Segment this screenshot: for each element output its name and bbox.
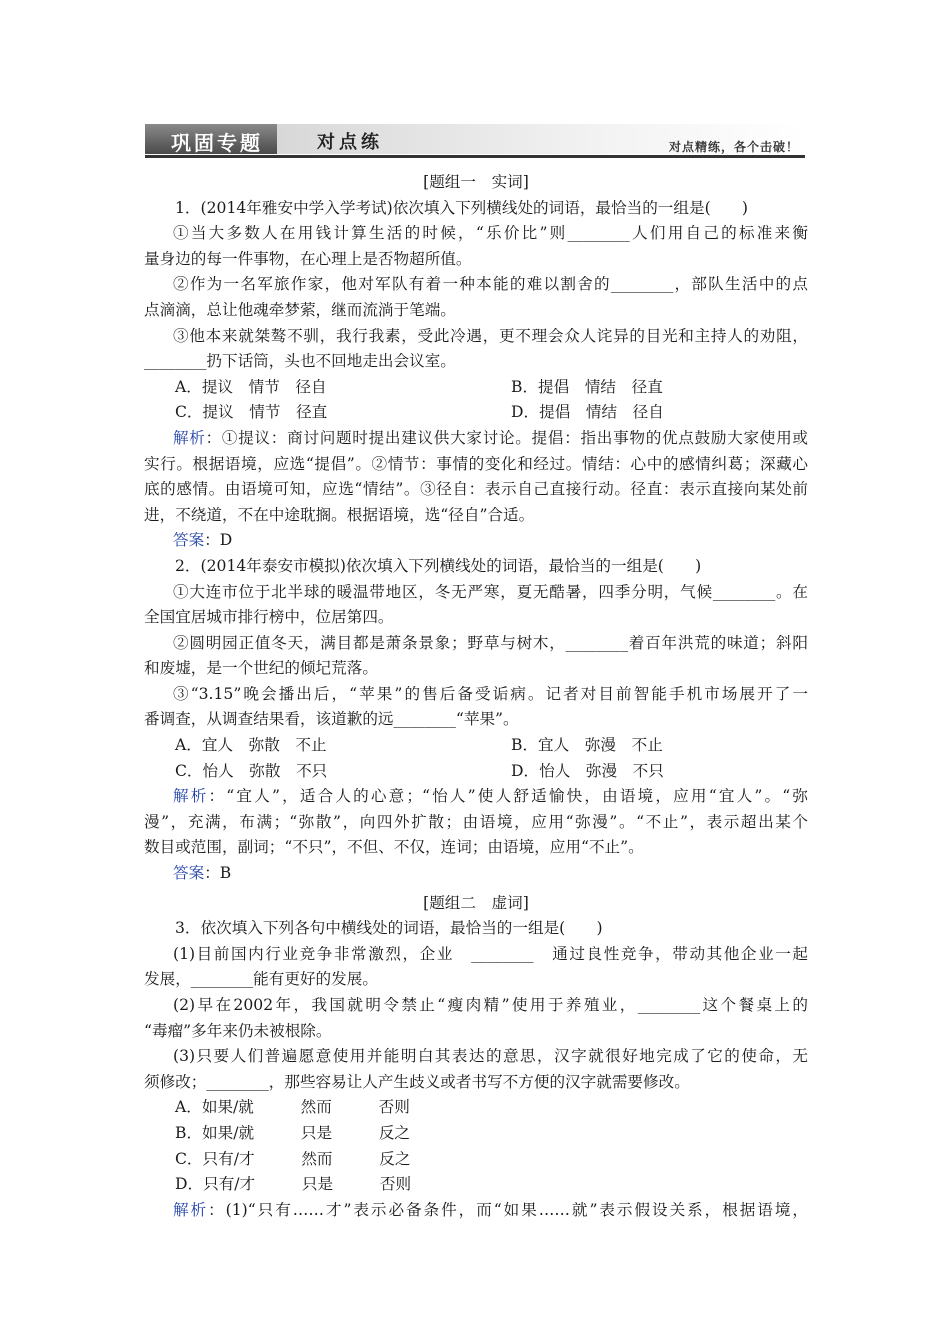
q2-analysis-text1: ：“宜人”，适合人的心意；“怡人”使人舒适愉快，由语境，应用“宜人”。“弥	[208, 787, 808, 806]
answer-label: 答案	[173, 531, 205, 550]
q3-option-b: B．如果/就 只是 反之	[175, 1123, 411, 1142]
q1-option-c: C．提议 情节 径直	[175, 403, 328, 422]
document-body	[144, 170, 808, 1223]
analysis-label: 解析	[173, 787, 209, 806]
q2-sentence1-line1: ①大连市位于北半球的暖温带地区，冬无严寒，夏无酷暑，四季分明，气候________。在	[173, 582, 808, 601]
q1-analysis-line1	[144, 426, 808, 452]
q3-sentence1-line2: 发展，________能有更好的发展。	[144, 970, 378, 989]
q1-option-d: D．提倡 情结 径自	[511, 403, 664, 422]
q2-answer-value: ：B	[204, 864, 232, 883]
q3-option-c: C．只有/才 然而 反之	[175, 1149, 411, 1168]
banner-slogan: 对点精练，各个击破！	[668, 140, 799, 154]
q1-answer-value: ：D	[204, 531, 233, 550]
q1-option-b: B．提倡 情结 径直	[511, 377, 663, 396]
q2-sentence2-line1: ②圆明园正值冬天，满目都是萧条景象；野草与树木，________着百年洪荒的味道；斜阳	[173, 633, 808, 652]
section-banner	[145, 124, 805, 158]
q2-option-c: C．怡人 弥散 不只	[175, 761, 328, 780]
q3-sentence3-line2: 须修改；________，那些容易让人产生歧义或者书写不方便的汉字就需要修改。	[144, 1072, 690, 1091]
q2-analysis-line1	[144, 784, 808, 810]
banner-subtitle: 对点练	[317, 132, 383, 153]
q1-options-row1	[144, 375, 808, 401]
q1-sentence3-line2: ________扔下话筒，头也不回地走出会议室。	[144, 352, 456, 371]
q1-answer	[144, 528, 808, 554]
q1-analysis-text1: ：①提议：商讨问题时提出建议供大家讨论。提倡：指出事物的优点鼓励大家使用或	[205, 428, 808, 447]
q1-sentence3-line1: ③他本来就桀骜不驯，我行我素，受此冷遇，更不理会众人诧异的目光和主持人的劝阻，	[173, 326, 808, 345]
q2-analysis-line2: 漫”，充满，布满；“弥散”，向四外扩散；由语境，应用“弥漫”。“不止”，表示超出某个	[144, 812, 808, 831]
q3-sentence1-line1: (1)目前国内行业竞争非常激烈，企业 ________ 通过良性竞争，带动其他企业一起	[173, 944, 808, 963]
q3-stem: 3．依次填入下列各句中横线处的词语，最恰当的一组是( )	[175, 919, 603, 938]
q3-analysis-line1	[144, 1198, 808, 1224]
q1-option-a: A．提议 情节 径自	[175, 377, 327, 396]
q3-sentence2-line1: (2)早在2002年，我国就明令禁止“瘦肉精”使用于养殖业，________这个餐桌上的	[173, 996, 808, 1014]
q3-option-a: A．如果/就 然而 否则	[175, 1098, 410, 1117]
q3-sentence3-line1: (3)只要人们普遍愿意使用并能明白其表达的意思，汉字就很好地完成了它的使命，无	[173, 1047, 808, 1066]
q2-stem: 2．(2014年泰安市模拟)依次填入下列横线处的词语，最恰当的一组是( )	[175, 556, 702, 575]
q2-option-d: D．怡人 弥漫 不只	[511, 761, 664, 780]
q1-sentence2-line1: ②作为一名军旅作家，他对军队有着一种本能的难以割舍的________，部队生活中的点	[173, 275, 808, 294]
q1-options-row2	[144, 400, 808, 426]
q2-sentence2-line2: 和废墟，是一个世纪的倾圮荒落。	[144, 659, 378, 678]
analysis-label: 解析	[173, 428, 206, 447]
q2-options-row2	[144, 759, 808, 785]
q2-sentence3-line1: ③“3.15”晚会播出后，“苹果”的售后备受诟病。记者对目前智能手机市场展开了一	[173, 684, 808, 703]
q2-sentence1-line2: 全国宜居城市排行榜中，位居第四。	[144, 608, 394, 627]
q1-stem: 1．(2014年雅安中学入学考试)依次填入下列横线处的词语，最恰当的一组是( )	[175, 198, 748, 217]
q3-analysis-text1: ：(1)“只有……才”表示必备条件，而“如果……就”表示假设关系，根据语境，	[208, 1200, 808, 1219]
q1-sentence1-line1: ①当大多数人在用钱计算生活的时候，“乐价比”则________人们用自己的标准来衡	[173, 224, 808, 243]
group1-heading: [题组一 实词]	[423, 173, 529, 191]
q2-option-a: A．宜人 弥散 不止	[175, 736, 327, 755]
q3-sentence2-line2: “毒瘤”多年来仍未被根除。	[144, 1021, 332, 1040]
q1-analysis-line4: 进，不绕道，不在中途耽搁。根据语境，选“径自”合适。	[144, 505, 535, 524]
q3-option-d: D．只有/才 只是 否则	[175, 1175, 412, 1194]
q1-analysis-line2: 实行。根据语境，应选“提倡”。②情节：事情的变化和经过。情结：心中的感情纠葛；深藏心	[144, 454, 808, 473]
group2-heading: [题组二 虚词]	[423, 893, 529, 912]
banner-rule	[145, 155, 805, 158]
banner-title: 巩固专题	[171, 131, 263, 155]
q2-option-b: B．宜人 弥漫 不止	[511, 736, 663, 755]
analysis-label: 解析	[173, 1200, 209, 1219]
q2-analysis-line3: 数目或范围，副词；“不只”，不但、不仅，连词；由语境，应用“不止”。	[144, 838, 644, 857]
q1-analysis-line3: 底的感情。由语境可知，应选“情结”。③径自：表示自己直接行动。径直：表示直接向某处前	[144, 480, 808, 499]
q2-answer	[144, 861, 808, 887]
q1-sentence1-line2: 量身边的每一件事物，在心理上是否物超所值。	[144, 249, 472, 268]
answer-label: 答案	[173, 864, 205, 883]
q2-sentence3-line2: 番调查，从调查结果看，该道歉的远________“苹果”。	[144, 710, 519, 729]
q1-sentence2-line2: 点滴滴，总让他魂牵梦萦，继而流淌于笔端。	[144, 300, 456, 319]
q2-options-row1	[144, 733, 808, 759]
